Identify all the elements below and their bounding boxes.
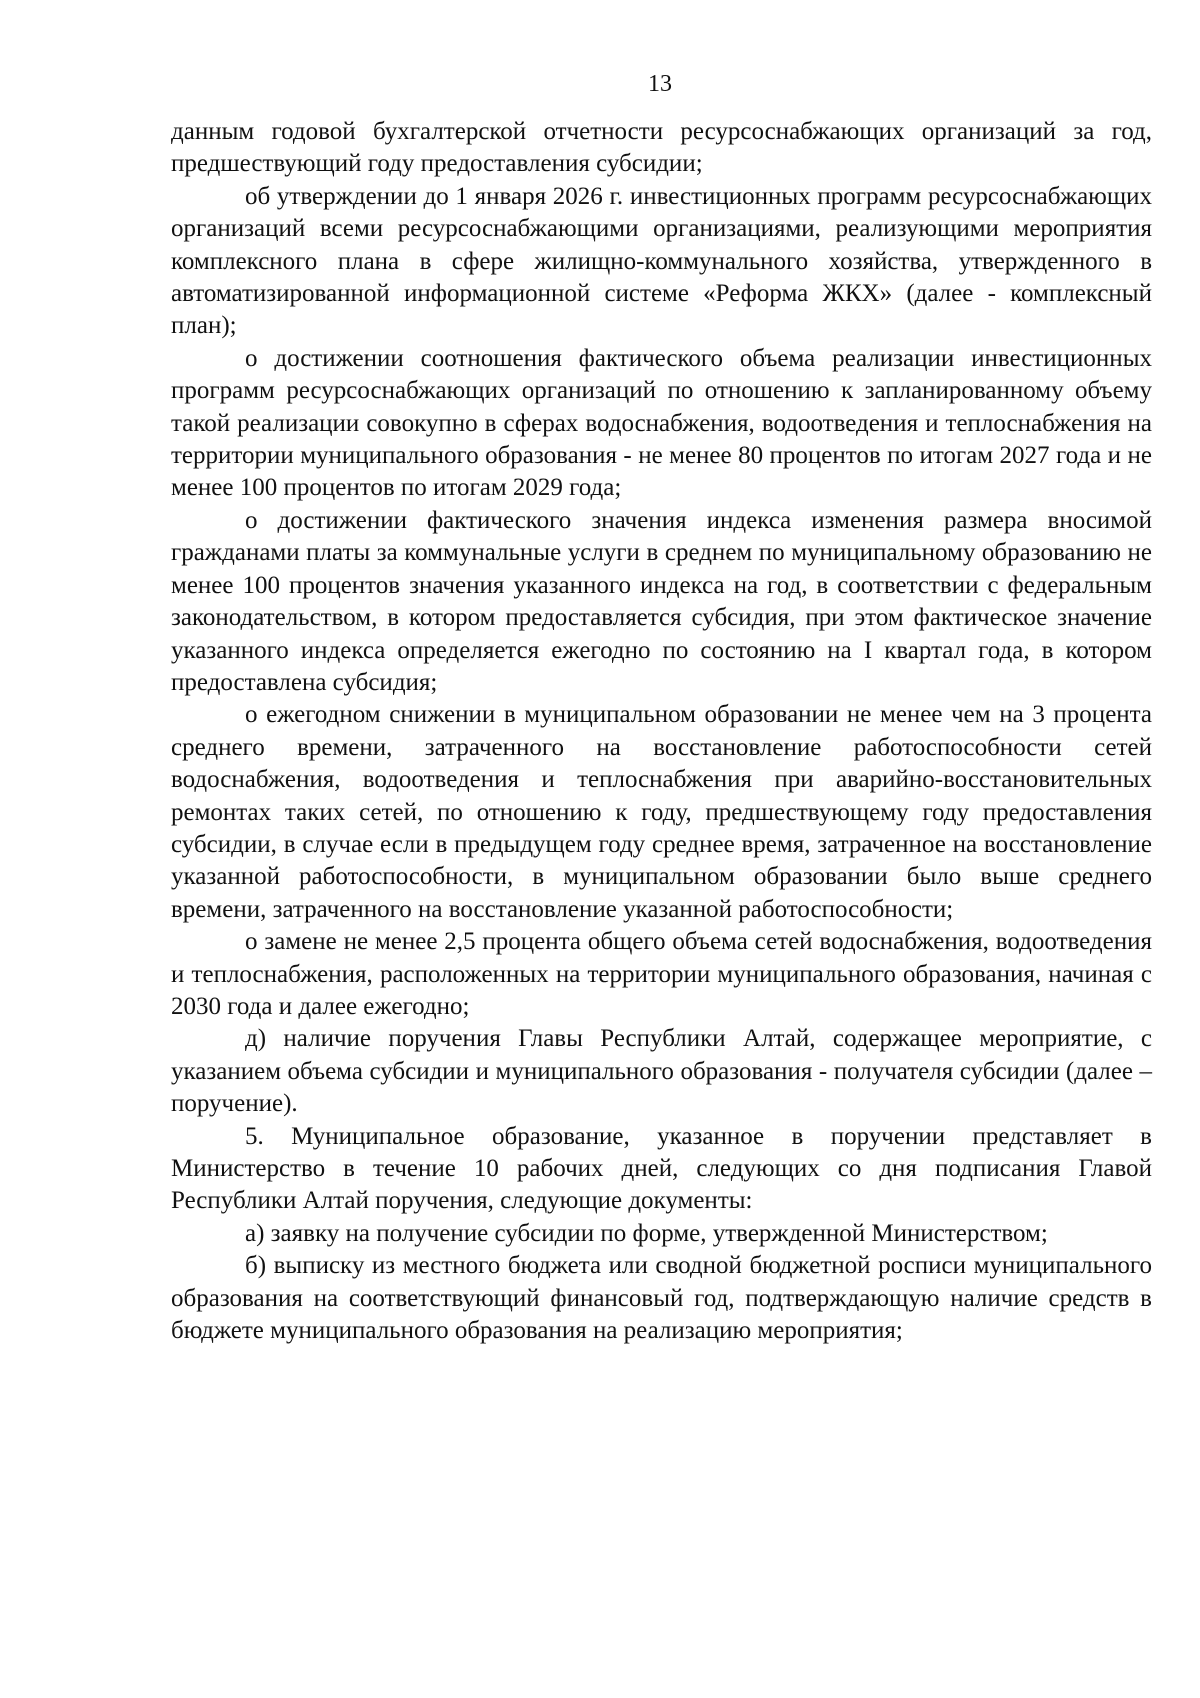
paragraph: о достижении фактического значения индекса изменения размера вносимой гражданами платы за коммунальные услуги в среднем по муниципальному образованию не менее 100 процентов значения указанного индекса на год, в соответствии с федеральным законодательством, в котором предоставляется субсидия, при этом фактическое значение указанного индекса определяется ежегодно по состоянию на I квартал года, в котором предоставлена субсидия; [171,506,1152,696]
paragraph: а) заявку на получение субсидии по форме, утвержденной Министерством; [245,1219,1048,1247]
paragraph: данным годовой бухгалтерской отчетности ресурсоснабжающих организаций за год, предшествующий году предоставления субсидии; [171,118,1152,178]
document-body [171,116,1152,1347]
paragraph: д) наличие поручения Главы Республики Алтай, содержащее мероприятие, с указанием объема субсидии и муниципального образования - получателя субсидии (далее – поручение). [171,1025,1152,1118]
paragraph: об утверждении до 1 января 2026 г. инвестиционных программ ресурсоснабжающих организаций всеми ресурсоснабжающими организациями, реализующими мероприятия комплексного плана в сфере жилищно-коммунального хозяйства, утвержденного в автоматизированной информационной системе «Реформа ЖКХ» (далее - комплексный план); [171,182,1152,340]
paragraph: о замене не менее 2,5 процента общего объема сетей водоснабжения, водоотведения и теплоснабжения, расположенных на территории муниципального образования, начиная с 2030 года и далее ежегодно; [171,928,1152,1020]
paragraph: о достижении соотношения фактического объема реализации инвестиционных программ ресурсоснабжающих организаций по отношению к запланированному объему такой реализации совокупно в сферах водоснабжения, водоотведения и теплоснабжения на территории муниципального образования - не менее 80 процентов по итогам 2027 года и не менее 100 процентов по итогам 2029 года; [171,344,1152,502]
paragraph: о ежегодном снижении в муниципальном образовании не менее чем на 3 процента среднего времени, затраченного на восстановление работоспособности сетей водоснабжения, водоотведения и теплоснабжения при аварийно-восстановительных ремонтах таких сетей, по отношению к году, предшествующему году предоставления субсидии, в случае если в предыдущем году среднее время, затраченное на восстановление указанной работоспособности, в муниципальном образовании было выше среднего времени, затраченного на восстановление указанной работоспособности; [171,701,1152,923]
paragraph: б) выписку из местного бюджета или сводной бюджетной росписи муниципального образования на соответствующий финансовый год, подтверждающую наличие средств в бюджете муниципального образования на реализацию мероприятия; [171,1252,1152,1345]
paragraph: 5. Муниципальное образование, указанное в поручении представляет в Министерство в течение 10 рабочих дней, следующих со дня подписания Главой Республики Алтай поручения, следующие документы: [171,1122,1152,1215]
page-number: 13 [648,71,672,97]
